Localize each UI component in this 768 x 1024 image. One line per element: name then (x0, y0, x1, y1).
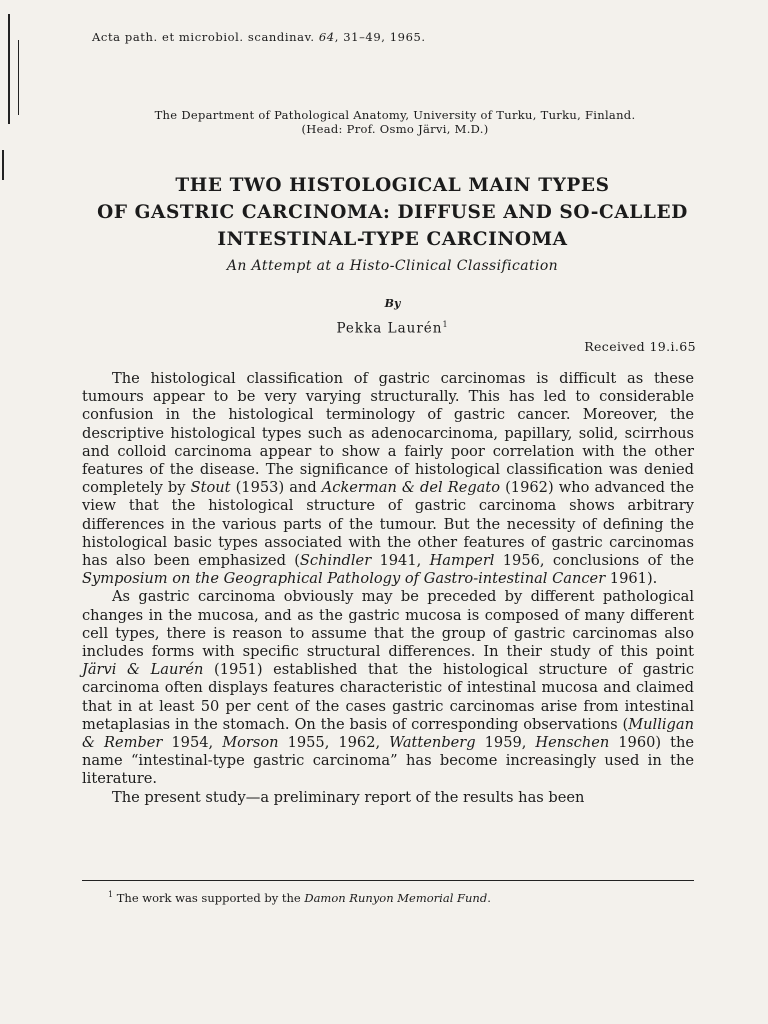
received-date: Received 19.i.65 (584, 339, 696, 354)
paragraph: As gastric carcinoma obviously may be preceded by different pathological changes in the mucosa, and as the gastric mucosa is composed of many different cell types, there is reason to assume that the group of gastric carcinomas also includes forms with specific structural differences. In their study of this point Järvi & Laurén (1951) established that the histological structure of gastric carcinoma often displays features characteristic of intestinal mucosa and claimed that in at least 50 per cent of the cases gastric carcinomas arise from intestinal metaplasias in the stomach. On the basis of corresponding observations (Mulligan & Rember 1954, Morson 1955, 1962, Wattenberg 1959, Henschen 1960) the name “intestinal-type gastric carcinoma” has become increasingly used in the literature. (82, 588, 695, 788)
citation: Schindler (299, 552, 372, 570)
scan-edge-mark (2, 150, 4, 180)
journal-volume: 64 (318, 30, 335, 44)
journal-name: Acta path. et microbiol. scandinav. (92, 30, 319, 44)
footnote-marker: 1 (442, 320, 449, 329)
scan-edge-mark (8, 14, 10, 124)
affiliation-department: The Department of Pathological Anatomy, University of Turku, Turku, Finland. (154, 108, 636, 122)
citation: Stout (190, 479, 231, 497)
paper-title (60, 172, 725, 253)
citation: Morson (222, 734, 279, 752)
citation: Symposium on the Geographical Pathology of Gastro-intestinal Cancer (82, 570, 606, 588)
body-text (82, 370, 694, 807)
by-label: By (384, 297, 401, 310)
paragraph: The histological classification of gastric carcinomas is difficult as these tumours appear to be very varying structurally. This has led to considerable confusion in the histological terminology of gastric cancer. Moreover, the descriptive histological types such as adenocarcinoma, papillary, solid, scirrhous and colloid carcinoma appear to show a fairly poor correlation with the other features of the disease. The significance of histological classification was denied completely by Stout (1953) and Ackerman & del Regato (1962) who advanced the view that the histological structure of gastric carcinoma shows arbitrary differences in the various parts of the tumour. But the necessity of defining the histological basic types associated with the other features of gastric carcinomas has also been emphasized (Schindler 1941, Hamperl 1956, conclusions of the Symposium on the Geographical Pathology of Gastro-intestinal Cancer 1961). (82, 370, 694, 588)
journal-pages-year: , 31–49, 1965. (334, 30, 426, 44)
title-line: INTESTINAL-TYPE CARCINOMA (217, 229, 568, 250)
journal-reference (92, 30, 426, 44)
scan-edge-mark (18, 40, 19, 115)
funding-source: Damon Runyon Memorial Fund (304, 890, 488, 905)
citation: Wattenberg (389, 734, 476, 752)
paragraph: The present study—a preliminary report of the results has been (112, 788, 585, 806)
footnote-divider (82, 880, 694, 881)
author-name: Pekka Laurén$^1$ (336, 320, 449, 337)
citation: Ackerman & del Regato (321, 479, 501, 497)
affiliation (90, 108, 700, 136)
footnote-marker: 1 (108, 890, 114, 899)
citation: Järvi & Laurén (82, 661, 204, 679)
citation: Mulligan & Rember (82, 715, 694, 752)
title-line: THE TWO HISTOLOGICAL MAIN TYPES (175, 175, 610, 196)
title-line: OF GASTRIC CARCINOMA: DIFFUSE AND SO-CALLED (97, 202, 688, 223)
paper-subtitle: An Attempt at a Histo-Clinical Classification (226, 258, 559, 274)
citation: Henschen (535, 734, 610, 752)
citation: Hamperl (429, 552, 495, 570)
footnote: $^1$ The work was supported by the Damon Runyon Memorial Fund. (108, 890, 491, 905)
affiliation-head: (Head: Prof. Osmo Järvi, M.D.) (301, 122, 489, 136)
